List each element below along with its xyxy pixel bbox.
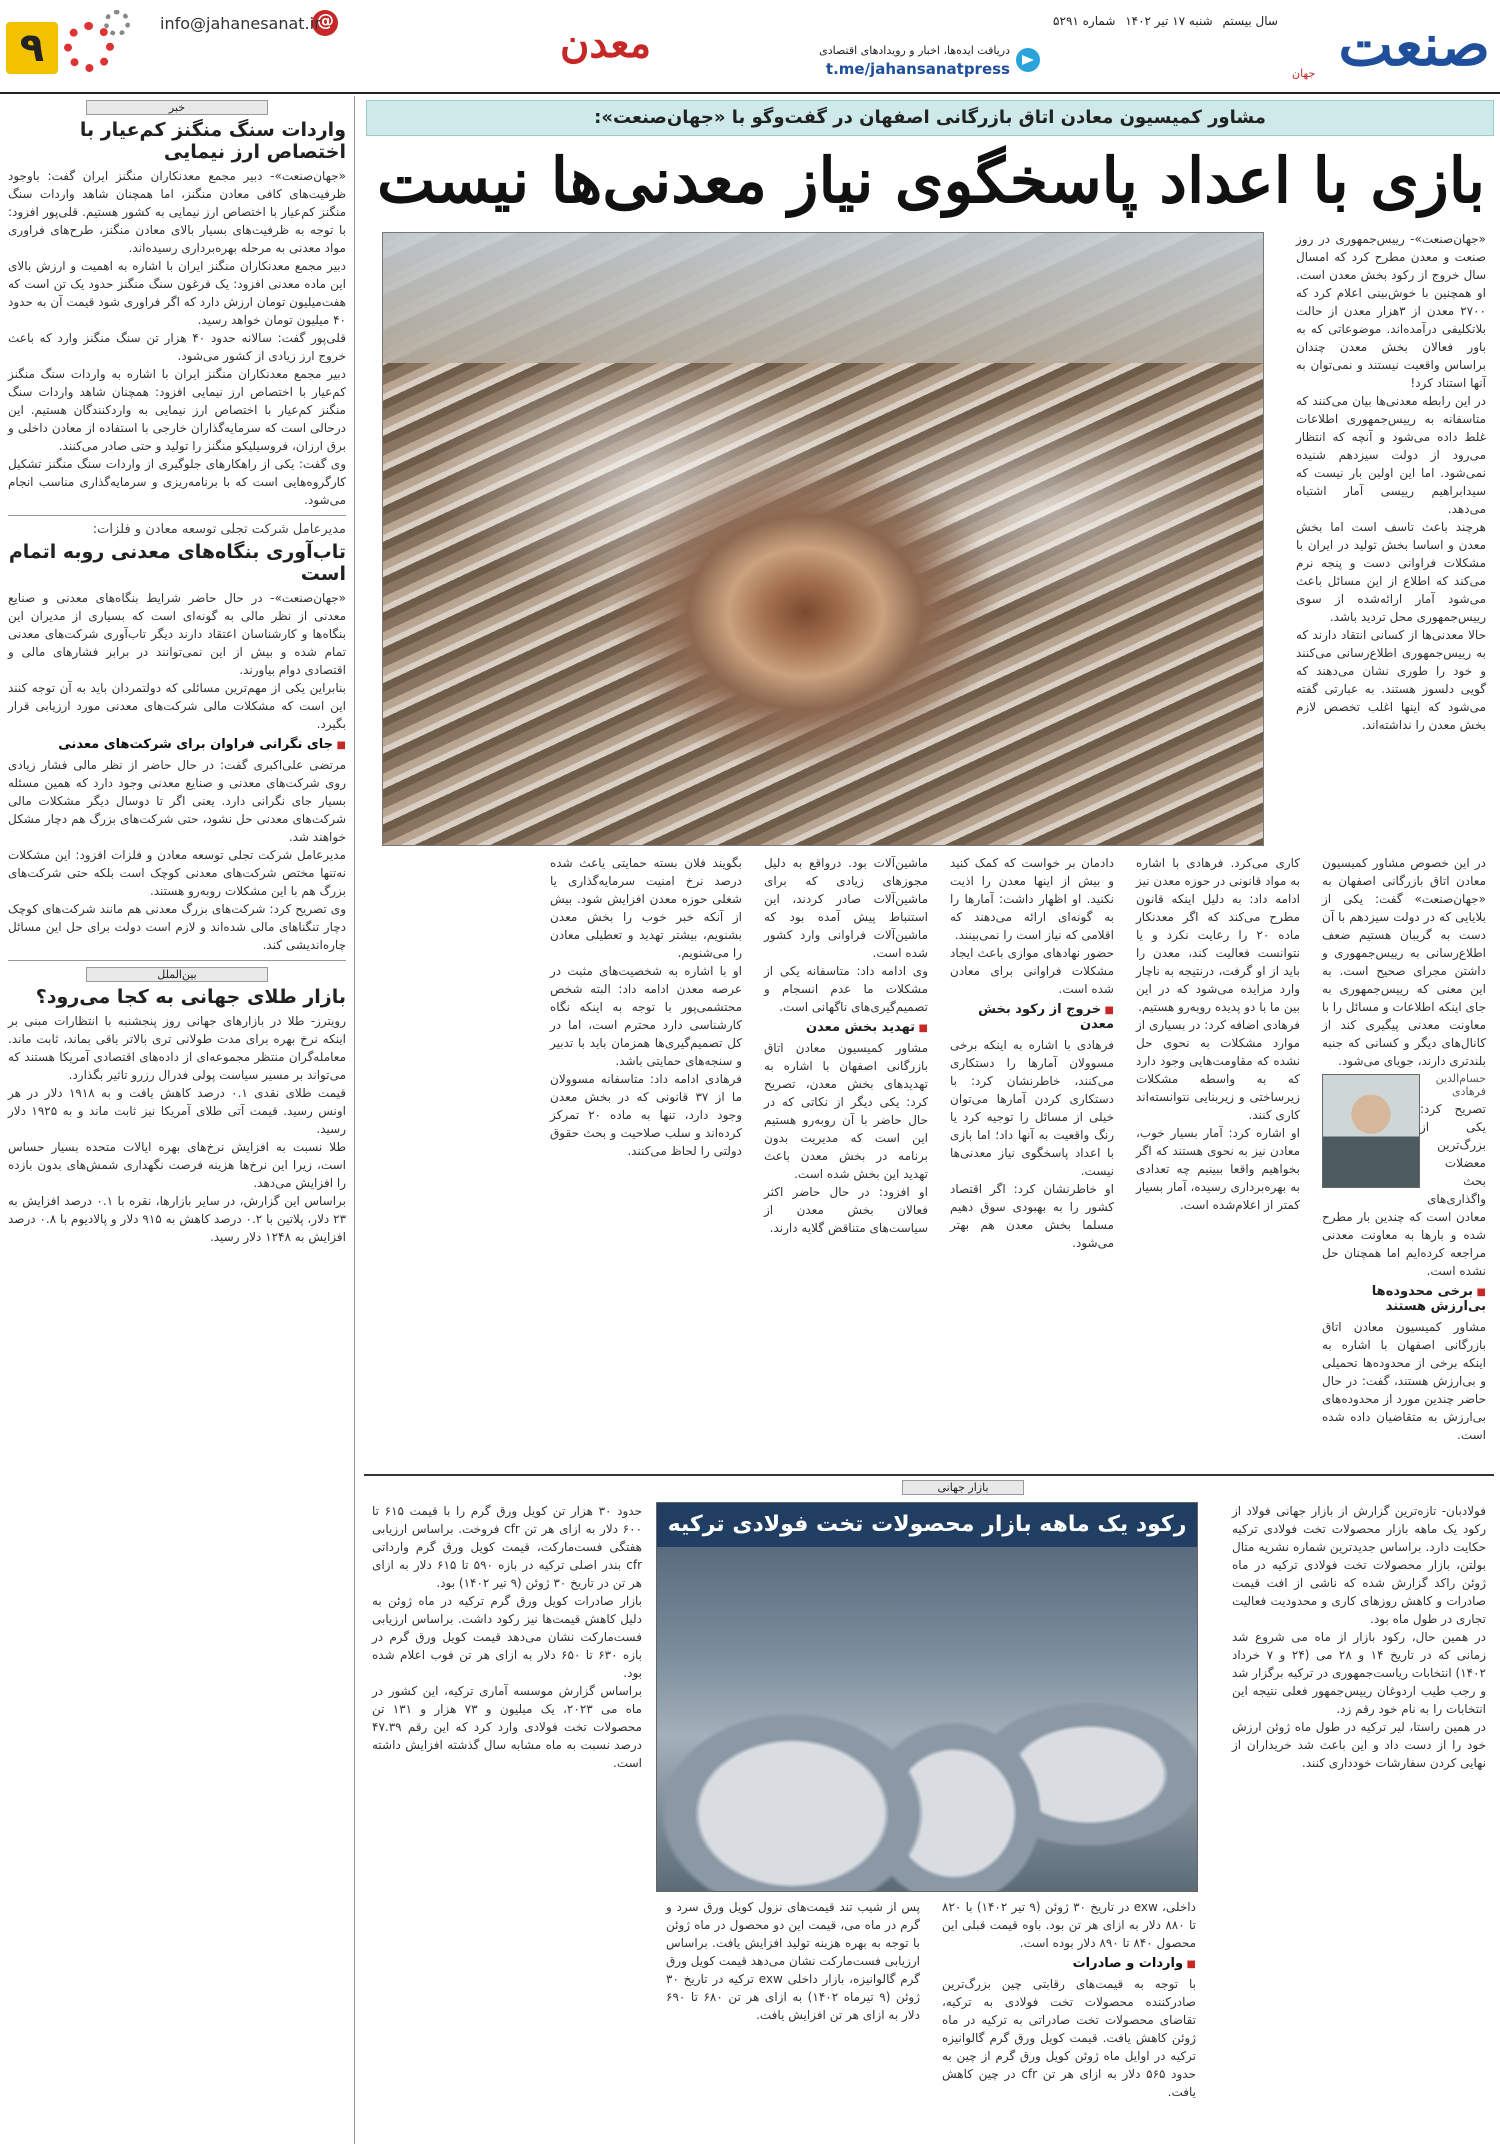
story-paragraph: او با اشاره به شخصیت‌های مثبت در عرصه معدن ادامه داد: البته شخص محتشمی‌پور با توجه به اینکه نگاه کارشناسی دارد محترم است، اما در کل تصمیم‌گیری‌ها همزمان باید با تدبیر و سنجه‌های حمایتی باشد.: [550, 964, 742, 1068]
story-paragraph: او افزود: در حال حاضر اکثر فعالان بخش معدن از سیاست‌های متناقض گلایه دارند.: [764, 1185, 928, 1235]
story-paragraph: قیمت طلای نقدی ۰.۱ درصد کاهش یافت و به ۱۹۱۸ دلار در هر اونس رسید. قیمت آتی طلای آمریکا نیز ثابت ماند و به ۱۹۲۵ دلار رسید.: [8, 1086, 346, 1136]
story-paragraph: قلی‌پور گفت: سالانه حدود ۴۰ هزار تن سنگ منگنز وارد که باعث خروج ارز زیادی از کشور می‌شود.: [8, 331, 346, 363]
section-title: معدن: [560, 20, 652, 67]
divider: [8, 960, 346, 961]
telegram-label: دریافت ایده‌ها، اخبار و رویدادهای اقتصادی: [819, 44, 1010, 57]
story-paragraph: «جهان‌صنعت»- دبیر مجمع معدنکاران منگنز ایران گفت: باوجود ظرفیت‌های کافی معادن منگنز، اما همچنان شاهد واردات سنگ منگنز کم‌عیار با اختصاص ارز نیمایی به کشور هستیم. قلی‌پور افزود: با توجه به ظرفیت‌های بسیار بالای معادن منگنز، طرح‌های فراوری مواد معدنی به مرحله بهره‌برداری رسیده‌اند.: [8, 169, 346, 255]
story-paragraph: رویترز- طلا در بازارهای جهانی روز پنجشنبه با انتظارات مبنی بر اینکه نرخ بهره برای مدت طولانی تری بالاتر باقی بماند، ثابت ماند. معامله‌گران منتظر مجموعه‌ای از داده‌های اقتصادی آمریکا هستند که می‌تواند بر مسیر سیاست پولی فدرال رزرو تاثیر بگذارد.: [8, 1014, 346, 1082]
news-tag: خبر: [86, 100, 268, 115]
story-paragraph: در همین حال، رکود بازار از ماه می شروع شد زمانی که در تاریخ ۱۴ و ۲۸ می (۲۴ و ۷ خرداد ۱۴۰۲) انتخابات ریاست‌جمهوری در ترکیه برگزار شد و رجب طیب اردوغان رییس‌جمهور فعلی نتیجه این انتخابات را به نام خود رقم زد.: [1232, 1630, 1486, 1716]
story-paragraph: با توجه به قیمت‌های رقابتی چین بزرگ‌ترین صادرکننده محصولات تخت فولادی به ترکیه، تقاضای محصولات تخت صادراتی به ترکیه در ماه ژوئن کاهش یافت. قیمت کویل ورق گرم گالوانیزه ترکیه در اوایل ماه ژوئن کویل ورق گرم از چین به حدود ۵۶۵ دلار به ازای هر تن cfr در چین کاهش یافت.: [942, 1977, 1196, 2099]
story-paragraph: دبیر مجمع معدنکاران منگنز ایران با اشاره به اهمیت و ارزش بالای این ماده معدنی افزود: یک فرغون سنگ منگنز حدود یک تن است که هفت‌میلیون تومان ارزش دارد که اگر فراوری شود قیمت آن به حدود ۴۰ میلیون تومان خواهد رسید.: [8, 259, 346, 327]
story-paragraph: دادمان بر خواست که کمک کنید و بیش از اینها معدن را اذیت نکنید. او اظهار داشت: آمارها را به گونه‌ای ارائه می‌دهند که اقلامی که نیاز است را نمی‌بینند.: [950, 856, 1114, 942]
telegram-link[interactable]: t.me/jahansanatpress: [825, 60, 1010, 78]
left-news-column: [0, 96, 355, 2144]
story-paragraph: فرهادی ادامه داد: متاسفانه مسوولان ما از ۳۷ قانونی که در بخش معدن وجود دارد، تنها به ماده ۲۰ تمرکز کرده‌اند و سلب صلاحیت و بحث حقوق دولتی را لحاظ می‌کنند.: [550, 1072, 743, 1158]
story-paragraph: او اشاره کرد: آمار بسیار خوب، معادن نیز به نحوی هستند که اگر بخواهیم واقعا ببینیم چه تعدادی به بهره‌برداری رسیده، آمار بسیار کمتر از اعلام‌شده است.: [1136, 1126, 1300, 1212]
subheading: ■ واردات و صادرات: [942, 1956, 1196, 1971]
open-pit-mine-photo: [382, 232, 1264, 846]
story-paragraph: مدیرعامل شرکت تجلی توسعه معادن و فلزات افزود: این مشکلات نه‌تنها مختص شرکت‌های معدنی کوچک است بلکه حتی شرکت‌های بزرگ هم با این مشکلات روبه‌رو هستند.: [8, 848, 346, 898]
logo-subtext: جهان: [1292, 67, 1316, 80]
story-paragraph: بازار صادرات کویل ورق گرم ترکیه در ماه ژوئن به دلیل کاهش قیمت‌ها نیز رکود داشت. براساس ارزیابی فست‌مارکت نشان می‌دهد قیمت کویل ورق گرم در بازه ۶۳۰ تا ۶۵۰ دلار به ازای هر تن فوب اعلام شده بود.: [372, 1594, 642, 1680]
story-kicker: مشاور کمیسیون معادن اتاق بازرگانی اصفهان در گفت‌وگو با «جهان‌صنعت»:: [366, 100, 1494, 136]
portrait-caption: حسام‌الدین فرهادی: [1435, 1072, 1486, 1098]
newspaper-logo[interactable]: [1292, 8, 1490, 82]
story-title[interactable]: بازار طلای جهانی به کجا می‌رود؟: [35, 986, 346, 1008]
story-paragraph: مشاور کمیسیون معادن اتاق بازرگانی اصفهان با اشاره به تهدیدهای بخش معدن، تصریح کرد: یکی دیگر از نکاتی که در حال حاضر با آن روبه‌رو هستیم این است که مدیریت بدون برنامه در بخش معدن باعث تهدید این بخش شده است.: [764, 1041, 928, 1181]
story-paragraph: حضور نهادهای موازی باعث ایجاد مشکلات فراوانی برای معادن شده است.: [950, 946, 1114, 996]
story-paragraph: تصریح کرد: یکی از بزرگ‌ترین معضلات بحث واگذاری‌های معادن است که چندین بار مطرح شده و بارها به معاونت معدنی مراجعه کرده‌ایم اما همچنان حل نشده است.: [1322, 1102, 1486, 1278]
subheading: ■ خروج از رکود بخش معدن: [950, 1002, 1114, 1032]
bottom-story: [364, 1474, 1494, 2144]
intro-column: [1288, 230, 1494, 734]
story-paragraph: بگویند فلان بسته حمایتی یاعث شده درصد نرخ امنیت سرمایه‌گذاری یا شغلی حوزه معدن افزایش شود. بیش از آنکه خبر خوب را بخش معدن بشنویم، بیشتر تهدید و تعطیلی معادن را می‌شنویم.: [550, 856, 742, 960]
issue-date: شنبه ۱۷ تیر ۱۴۰۲: [1125, 14, 1213, 28]
subheading: ■ تهدید بخش معدن: [764, 1020, 928, 1035]
main-headline[interactable]: بازی با اعداد پاسخگوی نیاز معدنی‌ها نیست: [377, 144, 1485, 217]
subheading: ■ برخی محدوده‌ها بی‌ارزش هستند: [1322, 1284, 1486, 1314]
story-paragraph: براساس گزارش موسسه آماری ترکیه، این کشور در ماه می ۲۰۲۳، یک میلیون و ۷۳ هزار و ۱۳۱ تن محصولات تخت فولادی وارد کرد که این رقم ۴۷.۳۹ درصد نسبت به ماه مشابه سال گذشته افزایش داشته است.: [372, 1684, 642, 1770]
interviewee-portrait: [1322, 1074, 1420, 1188]
story-paragraph: مرتضی علی‌اکبری گفت: در حال حاضر از نظر مالی فشار زیادی روی شرکت‌های معدنی و صنایع معدنی وجود دارد که همین مسئله بسیار جای نگرانی دارد. یعنی اگر تا دوسال دیگر مشکلات مالی شرکت‌های معدنی حل نشود، حتی شرکت‌های بزرگ هم دچار مشکل خواهند شد.: [8, 758, 346, 844]
news-tag: بین‌الملل: [86, 967, 268, 982]
bottom-headline[interactable]: رکود یک ماهه بازار محصولات تخت فولادی ترکیه: [657, 1503, 1197, 1547]
story-paragraph: وی ادامه داد: متاسفانه یکی از مشکلات ما عدم انسجام و تصمیم‌گیری‌های ناگهانی است.: [764, 964, 928, 1014]
story-paragraph: او خاطرنشان کرد: اگر اقتصاد کشور را به بهبودی سوق دهیم مسلما بخش معدن هم بهتر می‌شود.: [950, 1182, 1114, 1250]
story-column: [934, 1898, 1204, 2101]
story-column: [546, 854, 746, 1160]
telegram-icon: [1016, 48, 1040, 72]
story-title[interactable]: واردات سنگ منگنز کم‌عیار با اختصاص ارز نیمایی: [79, 119, 346, 163]
story-paragraph: فولادبان- تازه‌ترین گزارش از بازار جهانی فولاد از رکود یک ماهه بازار محصولات تخت فولادی ترکیه حکایت دارد. براساس جدیدترین شماره نشریه متال بولتن، بازار محصولات تخت فولادی ترکیه در ماه ژوئن راکد گزارش شده که ناشی از افت قیمت صادرات و کاهش روزهای کاری و محدودیت فعالیت تجاری در طول ماه بود.: [1232, 1504, 1486, 1626]
photo-sky: [383, 233, 1263, 363]
story-paragraph: وی گفت: یکی از راهکارهای جلوگیری از واردات سنگ منگنز تشکیل کارگروه‌هایی است که با برنامه‌ریزی و سرمایه‌گذاری مناسب انجام می‌شود.: [8, 457, 346, 507]
story-column: [946, 854, 1118, 1252]
story-column: [364, 1502, 650, 1772]
story-column: [1132, 854, 1304, 1214]
page-number: ۹: [6, 22, 58, 74]
story-title[interactable]: تاب‌آوری بنگاه‌های معدنی روبه اتمام است: [8, 541, 346, 585]
issue-year: سال بیستم: [1222, 14, 1278, 28]
story-paragraph: در این خصوص مشاور کمیسیون معادن اتاق بازرگانی اصفهان به «جهان‌صنعت» گفت: یکی از بلایایی که در دولت سیزدهم با آن دست به گریبان هستیم ضعف اطلاع‌رسانی به رییس‌جمهوری و داشتن مجرای صحیح است. به این معنی که رییس‌جمهوری به جای اینکه اطلاعات و مسائل را با معاونت معدنی پیگیری کند از کانال‌های دیگر و کسانی که جنبه بلندتری دارند، جویای می‌شود.: [1321, 856, 1486, 1068]
story-paragraph: حدود ۳۰ هزار تن کویل ورق گرم را با قیمت ۶۱۵ تا ۶۰۰ دلار به ازای هر تن cfr فروخت. براساس ارزیابی هفتگی فست‌مارکت، قیمت کویل ورق گرم وارداتی cfr بندر اصلی ترکیه در بازه ۵۹۰ تا ۶۱۵ دلار به ازای هر تن در تاریخ ۳۰ ژوئن (۹ تیر ۱۴۰۲) بود.: [372, 1504, 643, 1590]
divider: [8, 515, 346, 516]
telegram-promo[interactable]: [810, 44, 1040, 84]
masthead: [0, 0, 1500, 94]
story-paragraph: فرهادی با اشاره به اینکه برخی مسوولان آمارها را دستکاری می‌کنند، خاطرنشان کرد: با دستکاری کردن آمارها می‌توان خیلی از مسائل را توجیه کرد یا رنگ واقعیت به آنها داد؛ اما بازی با اعداد پاسخگوی نیاز معدنی‌ها نیست.: [950, 1038, 1114, 1178]
story-paragraph: کاری می‌کرد. فرهادی با اشاره به مواد قانونی در حوزه معدن نیز ادامه داد: به دلیل اینکه قانون مطرح می‌کند که اگر معدنکار ماده ۲۰ را رعایت نکرد و یا نتوانست فعالیت کند، معدن را باید از او گرفت، درنتیجه به ناچار وارد مزایده می‌شود که در این بین ما با دو پدیده روبه‌رو هستیم.: [1136, 856, 1300, 1014]
story-paragraph: فرهادی اضافه کرد: در بسیاری از موارد مشکلات به نحوی حل نشده که مقاومت‌هایی وجود دارد که به واسطه مشکلات زیرساختی و زیربنایی نتوانسته‌اند کاری کنند.: [1136, 1018, 1300, 1122]
story-column: [760, 854, 932, 1237]
story-paragraph: در همین راستا، لیر ترکیه در طول ماه ژوئن ارزش خود را از دست داد و این باعث شد خریداران از نهایی کردن سفارشات خودداری کنند.: [1232, 1720, 1486, 1770]
issue-number: شماره ۵۲۹۱: [1053, 14, 1116, 28]
story-paragraph: طلا نسبت به افزایش نرخ‌های بهره ایالات متحده بسیار حساس است، زیرا این نرخ‌ها هزینه فرصت نگهداری شمش‌های بدون بازده را افزایش می‌دهد.: [8, 1140, 346, 1190]
email-link[interactable]: info@jahanesanat.ir: [160, 14, 321, 33]
issue-info: [1047, 14, 1278, 28]
story-paragraph: بنابراین یکی از مهم‌ترین مسائلی که دولتمردان باید به آن توجه کنند این است که مشکلات مالی شرکت‌های معدنی مورد ارزیابی قرار بگیرد.: [8, 681, 346, 731]
subheading: ■ جای نگرانی فراوان برای شرکت‌های معدنی: [8, 737, 346, 752]
story-paragraph: پس از شیب تند قیمت‌های نزول کویل ورق سرد و گرم در ماه می، قیمت این دو محصول در ماه ژوئن با توجه به بهره هزینه تولید افزایش یافت. براساس ارزیابی فست‌مارکت نشان می‌دهد قیمت کویل ورق گرم گالوانیزه، بازار داخلی exw ترکیه در تاریخ ۳۰ ژوئن (۹ تیرماه ۱۴۰۲) به ازای هر تن ۶۸۰ تا ۶۹۰ دلار به ازای هر تن افزایش یافت.: [666, 1900, 921, 2022]
story-paragraph: وی تصریح کرد: شرکت‌های بزرگ معدنی هم مانند شرکت‌های کوچک دچار تنگناهای مالی شده‌اند و لازم است دولت برای حل این مسائل چاره‌اندیشی کند.: [8, 902, 346, 952]
story-paragraph: داخلی، exw در تاریخ ۳۰ ژوئن (۹ تیر ۱۴۰۲) با ۸۲۰ تا ۸۸۰ دلار به ازای هر تن بود. باوه قیمت قبلی این محصول ۸۴۰ تا ۸۹۰ دلار بوده است.: [942, 1900, 1196, 1950]
story-columns: [378, 854, 1490, 1454]
story-column: [1318, 854, 1490, 1444]
story-column: [658, 1898, 928, 2024]
story-paragraph: «جهان‌صنعت»- رییس‌جمهوری در روز صنعت و معدن مطرح کرد که امسال سال خروج از رکود بخش معدن است. او همچنین با خوش‌بینی اعلام کرد که ۲۷۰۰ معدن از ۳هزار معدن از حالت بلاتکلیفی درآمده‌اند. موضوعاتی که به باور فعالان بخش معدن چندان براساس واقعیت نیستند و نمی‌توان به آنها استناد کرد!: [1296, 232, 1486, 390]
story-paragraph: «جهان‌صنعت»- در حال حاضر شرایط بنگاه‌های معدنی و صنایع معدنی از نظر مالی به گونه‌ای است که بسیاری از مدیران این بنگاه‌ها و کارشناسان اعتقاد دارند دیگر تاب‌آوری شرکت‌های معدنی تمام شده و بیش از این نمی‌توانند در برابر فشارهای مالی و اقتصادی دوام بیاورند.: [8, 591, 346, 677]
steel-coils-photo: [656, 1502, 1198, 1892]
story-kicker: مدیرعامل شرکت تجلی توسعه معادن و فلزات:: [92, 522, 346, 537]
main-story: [364, 96, 1494, 1466]
story-paragraph: در این رابطه معدنی‌ها بیان می‌کنند که متاسفانه به رییس‌جمهوری اطلاعات غلط داده می‌شود و آنچه که انتظار می‌رود از دولت سیزدهم شنیده نمی‌شود. اما این اولین بار نیست که سیدابراهیم رییسی آمار اشتباه می‌دهد.: [1296, 394, 1486, 516]
story-paragraph: مشاور کمیسیون معادن اتاق بازرگانی اصفهان با اشاره به اینکه برخی از محدوده‌ها تحمیلی و بی‌ارزش هستند، گفت: در حال حاضر چندین مورد از محدوده‌های بی‌ارزش به متقاضیان داده شده است.: [1322, 1320, 1486, 1442]
story-paragraph: دبیر مجمع معدنکاران منگنز ایران با اشاره به واردات سنگ منگنز کم‌عیار با اختصاص ارز نیمایی افزود: همچنان شاهد واردات سنگ منگنز کم‌عیار با اختصاص ارز نیمایی به واردکنندگان هستیم. این درحالی است که سرمایه‌گذاران خارجی با استفاده از معادن داخلی و برق ارزان، فروسیلیکو منگنز را تولید و حتی صادر می‌کنند.: [8, 367, 346, 453]
gear-icon: [64, 22, 114, 72]
story-paragraph: براساس این گزارش، در سایر بازارها، نقره با ۰.۱ درصد افزایش به ۲۳ دلار، پلاتین با ۰.۲ درصد کاهش به ۹۱۵ دلار و پالادیوم با ۰.۸ درصد افزایش به ۱۲۴۸ دلار رسید.: [8, 1194, 347, 1244]
news-tag: بازار جهانی: [902, 1480, 1024, 1495]
logo-text: صنعت: [1338, 11, 1490, 79]
story-paragraph: حالا معدنی‌ها از کسانی انتقاد دارند که به رییس‌جمهوری اطلاع‌رسانی می‌کنند و خود را طوری نشان می‌دهند که گویی دلسوز هستند. به عبارتی گفته می‌شود که اینها اغلب تخصص لازم بخش معدن را نداشته‌اند.: [1296, 628, 1486, 732]
story-paragraph: ماشین‌آلات بود. درواقع به دلیل مجوزهای زیادی که برای ماشین‌آلات صادر کردند، این استنباط پیش آمده بود که ماشین‌آلات فراوانی وارد کشور شده است.: [764, 856, 928, 960]
story-paragraph: هرچند باعث تاسف است اما بخش معدن و اساسا بخش تولید در ایران با مشکلات فراوانی دست و پنجه نرم می‌کند که اطلاع از این مسائل باعث می‌شود آمار ارائه‌شده از سوی رییس‌جمهوری محل تردید باشد.: [1296, 520, 1486, 624]
story-column: [1224, 1502, 1494, 1772]
